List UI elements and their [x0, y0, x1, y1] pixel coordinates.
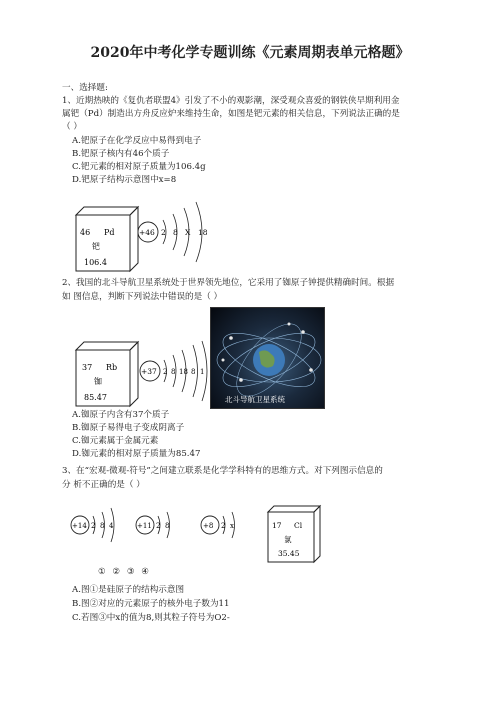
q3-cell-symbol: Cl: [294, 521, 303, 530]
q2-cell-symbol: Rb: [106, 363, 118, 372]
q2-line-1: 2、我国的北斗导航卫星系统处于世界领先地位，它采用了铷原子钟提供精确时间。根据: [62, 278, 395, 288]
q2-nucleus: +37: [141, 367, 157, 376]
q1-atom-diagram: [136, 190, 226, 270]
q2-option-d: D.铷元素的相对原子质量为85.47: [72, 449, 201, 459]
satellite-image-caption: 北斗导航卫星系统: [225, 395, 285, 404]
q3-cell-name: 氯: [284, 535, 292, 544]
q2-option-a: A.铷原子内含有37个质子: [72, 410, 170, 420]
q3-cell-mass: 35.45: [278, 549, 300, 558]
q2-cell-name: 铷: [94, 377, 102, 386]
q3-d1-shell-1: 2: [91, 522, 96, 530]
q1-nucleus: +46: [139, 228, 155, 237]
q3-d1-shell-3: 4: [109, 522, 114, 530]
q1-option-c: C.钯元素的相对原子质量为106.4g: [72, 162, 206, 172]
q3-line-2: 分 析不正确的是（ ）: [62, 480, 145, 490]
q3-option-c: C.若图③中x的值为8,则其粒子符号为O2-: [72, 613, 230, 623]
q1-option-a: A.钯原子在化学反应中易得到电子: [72, 136, 202, 146]
q3-option-a: A.图①是硅原子的结构示意图: [72, 585, 185, 595]
q1-cell-name: 钯: [92, 242, 100, 251]
q1-shell-1: 2: [161, 228, 166, 237]
q2-element-cell: [70, 338, 140, 408]
q3-d1-nucleus: +14: [72, 522, 87, 530]
q2-option-c: C.铷元素属于金属元素: [72, 436, 159, 446]
q2-shell-1: 2: [163, 368, 168, 376]
q2-line-2: 如 图信息，判断下列说法中错误的是（ ）: [62, 292, 223, 302]
q1-option-b: B.钯原子核内有46个质子: [72, 149, 170, 159]
q3-line-1: 3、在“宏观-微观-符号”之间建立联系是化学学科特有的思维方式。对下列图示信息的: [62, 466, 383, 476]
q1-shell-3: X: [185, 228, 191, 237]
q1-element-cell: [70, 203, 140, 273]
q3-d1-shell-2: 8: [100, 522, 105, 530]
q3-d2-shell-2: 8: [165, 522, 170, 530]
q3-element-cell: [262, 502, 322, 564]
q3-d3-shell-1: 2: [221, 522, 226, 530]
q1-line-1: 1、近期热映的《复仇者联盟4》引发了不小的观影潮，深受观众喜爱的钢铁侠早期利用金: [62, 96, 400, 106]
q1-cell-mass: 106.4: [84, 258, 107, 267]
q1-shell-4: 18: [198, 228, 208, 237]
q2-shell-3: 18: [179, 368, 188, 376]
q3-cell-number: 17: [272, 521, 282, 530]
q3-atom-diagram-3: [200, 505, 250, 545]
q1-option-d: D.钯原子结构示意图中x=8: [72, 175, 177, 185]
q3-d3-shell-2: x: [230, 522, 234, 530]
q3-atom-diagram-1: [70, 505, 126, 545]
q3-d2-nucleus: +11: [137, 522, 152, 530]
section-heading: 一、选择题:: [62, 83, 108, 93]
earth-orbit-illustration: [211, 308, 324, 408]
q2-cell-number: 37: [82, 363, 93, 372]
q2-shell-2: 8: [171, 368, 176, 376]
q3-d3-nucleus: +8: [203, 522, 214, 530]
q3-figure-labels: ① ② ③ ④: [98, 567, 152, 577]
q2-shell-4: 8: [191, 368, 196, 376]
q2-cell-mass: 85.47: [84, 393, 107, 402]
q3-d2-shell-1: 2: [156, 522, 161, 530]
q1-shell-2: 8: [173, 228, 178, 237]
q3-option-b: B.图②对应的元素原子的核外电子数为11: [72, 599, 230, 609]
q1-line-3: （ ）: [62, 122, 82, 132]
q1-cell-symbol: Pd: [104, 228, 115, 237]
beidou-satellite-image: [210, 307, 325, 409]
q2-option-b: B.铷原子易得电子变成阴离子: [72, 423, 185, 433]
q3-atom-diagram-2: [135, 505, 183, 545]
q2-shell-5: 1: [200, 368, 205, 376]
page-title: 2020年中考化学专题训练《元素周期表单元格题》: [90, 45, 410, 61]
q1-cell-number: 46: [80, 228, 91, 237]
q1-line-2: 属钯（Pd）制造出方舟反应炉来维持生命，如图是钯元素的相关信息，下列说法正确的是: [62, 109, 400, 119]
q2-atom-diagram: [138, 334, 214, 408]
